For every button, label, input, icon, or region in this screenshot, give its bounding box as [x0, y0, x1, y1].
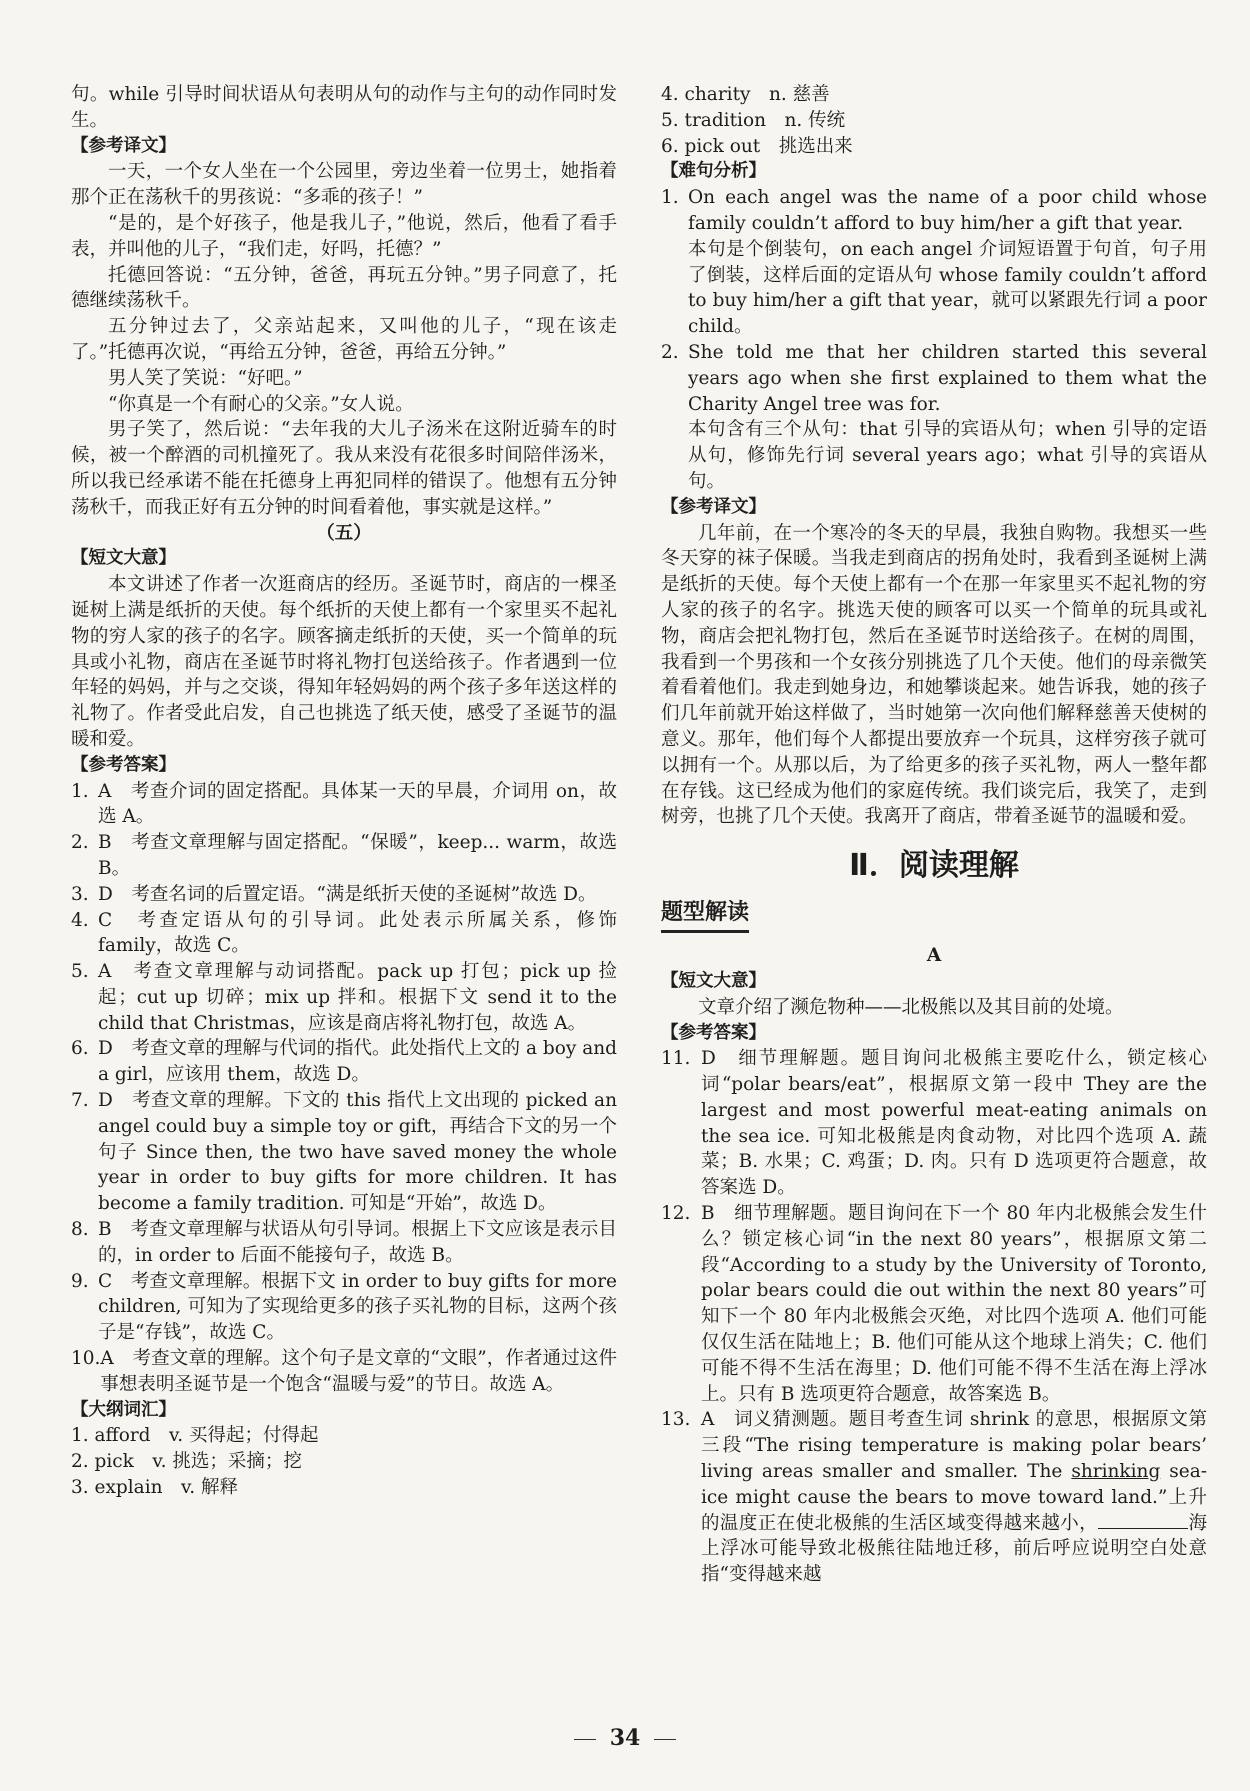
right-column [661, 82, 1207, 1588]
answer-item: 10. A 考查文章的理解。这个句子是文章的“文眼”，作者通过这件事想表明圣诞节是一个饱含“温暖与爱”的节日。故选 A。 [71, 1348, 617, 1395]
translation-paragraph: 托德回答说：“五分钟，爸爸，再玩五分钟。”男子同意了，托德继续荡秋千。 [71, 264, 617, 312]
left-column [71, 82, 617, 1501]
analysis-note: 本句是个倒装句，on each angel 介词短语置于句首，句子用了倒装，这样后面的定语从句 whose family couldn’t afford to buy him/her a gift that year，就可以紧跟先行词 a poor child。 [688, 238, 1207, 338]
answer-item: 1. A 考查介词的固定搭配。具体某一天的早晨，介词用 on，故选 A。 [71, 780, 617, 828]
part-five-heading: （五） [316, 522, 372, 544]
translation-paragraph: “你真是一个有耐心的父亲。”女人说。 [108, 393, 414, 415]
answer-item: 8. B 考查文章理解与状语从句引导词。根据上下文应该是表示目的，in order to 后面不能接句子，故选 B。 [71, 1219, 617, 1266]
answers-heading: 【参考答案】 [661, 1022, 766, 1043]
analysis-sentence: On each angel was the name of a poor child whose family couldn’t afford to buy him/her a gift that year. [688, 187, 1207, 234]
translation-paragraph: 男子笑了，然后说：“去年我的大儿子汤米在这附近骑车的时候，被一个醉酒的司机撞死了。我从来没有花很多时间陪伴汤米，所以我已经承诺不能在托德身上再犯同样的错误了。他想有五分钟荡秋千，而我正好有五分钟的时间看着他，事实就是这样。” [71, 419, 617, 518]
vocab-item: 6. pick out 挑选出来 [661, 135, 853, 157]
answer-item: 11. D 细节理解题。题目询问北极熊主要吃什么，锁定核心词“polar bears/eat”，根据原文第一段中 They are the largest and most powerful meat-eating animals on the sea ice. 可知北极熊是肉食动物，对比四个选项 A. 蔬菜；B. 水果；C. 鸡蛋；D. 肉。只有 D 选项更符合题意，故答案选 D。 [661, 1048, 1207, 1199]
answer-item: 12. B 细节理解题。题目询问在下一个 80 年内北极熊会发生什么？锁定核心词“in the next 80 years”，根据原文第二段“According to a study by the University of Toronto, polar bears could die out within the next 80 years”可知下一个 80 年内北极熊会灭绝，对比四个选项 A. 他们可能仅仅生活在陆地上；B. 他们可能从这个地球上消失；C. 他们可能不得不生活在海里；D. 他们可能不得不生活在海上浮冰上。只有 B 选项更符合题意，故答案选 B。 [661, 1203, 1207, 1405]
underlined-word: shrinking [1071, 1461, 1161, 1483]
translation-text: 几年前，在一个寒冷的冬天的早晨，我独自购物。我想买一些冬天穿的袜子保暖。当我走到商店的拐角处时，我看到圣诞树上满是纸折的天使。每个天使上都有一个在那一年家里买不起礼物的穷人家的孩子的名字。挑选天使的顾客可以买一个简单的玩具或礼物，商店会把礼物打包，然后在圣诞节时送给孩子。在树的周围，我看到一个男孩和一个女孩分别挑选了几个天使。他们的母亲微笑着看着他们。我走到她身边，和她攀谈起来。她告诉我，她的孩子们几年前就开始这样做了，当时她第一次向他们解释慈善天使树的意义。那年，他们每个人都提出要放弃一个玩具，这样穷孩子就可以拥有一个。从那以后，为了给更多的孩子买礼物，两人一整年都在存钱。这已经成为他们的家庭传统。我们谈完后，我笑了，走到树旁，也挑了几个天使。我离开了商店，带着圣诞节的温暖和爱。 [661, 522, 1207, 828]
translation-paragraph: “是的，是个好孩子，他是我儿子，”他说，然后，他看了看手表，并叫他的儿子，“我们走，好吗，托德？” [71, 212, 617, 260]
analysis-note: 本句含有三个从句：that 引导的宾语从句；when 引导的定语从句，修饰先行词 several years ago；what 引导的宾语从句。 [688, 419, 1207, 492]
vocab-item: 3. explain v. 解释 [71, 1477, 239, 1499]
vocab-item: 5. tradition n. 传统 [661, 109, 846, 131]
translation-paragraph: 五分钟过去了，父亲站起来，又叫他的儿子，“现在该走了。”托德再次说，“再给五分钟，爸爸，再给五分钟。” [71, 316, 617, 363]
answer-item: 4. C 考查定语从句的引导词。此处表示所属关系，修饰 family，故选 C。 [71, 909, 617, 957]
answer-item: 7. D 考查文章的理解。下文的 this 指代上文出现的 picked an angel could buy a simple toy or gift，再结合下文的另一个句子 Since then, the two have saved money the whole year in order to buy gifts for more children. It has become a family tradition. 可知是“开始”，故选 D。 [71, 1090, 617, 1215]
answer-item: 13. A 词义猜测题。题目考查生词 shrink 的意思，根据原文第三段“The rising temperature is making polar bears’ living areas smaller and smaller. The shrinking sea-ice might cause the bears to move toward land.”上升的温度正在使北极熊的生活区域变得越来越小， 海上浮冰可能导致北极熊往陆地迁移，前后呼应说明空白处意指“变得越来越 [661, 1409, 1208, 1586]
answer-blank [1098, 1528, 1188, 1529]
vocab-item: 1. afford v. 买得起；付得起 [71, 1425, 319, 1447]
answers-heading: 【参考答案】 [71, 754, 176, 775]
vocab-heading: 【大纲词汇】 [71, 1399, 176, 1420]
translation-heading: 【参考译文】 [71, 135, 176, 156]
translation-paragraph: 男人笑了笑说：“好吧。” [108, 367, 303, 389]
analysis-sentence: She told me that her children started this several years ago when she first explained to them what the Charity Angel tree was for. [688, 341, 1207, 415]
translation-heading: 【参考译文】 [661, 496, 766, 517]
continued-text: 句。while 引导时间状语从句表明从句的动作与主句的动作同时发生。 [71, 84, 617, 131]
summary-heading: 【短文大意】 [661, 970, 766, 991]
summary-text: 本文讲述了作者一次逛商店的经历。圣诞节时，商店的一棵圣诞树上满是纸折的天使。每个纸折的天使上都有一个家里买不起礼物的穷人家的孩子的名字。顾客摘走纸折的天使，买一个简单的玩具或小礼物，商店在圣诞节时将礼物打包送给孩子。作者遇到一位年轻的妈妈，并与之交谈，得知年轻妈妈的两个孩子多年送这样的礼物了。作者受此启发，自己也挑选了纸天使，感受了圣诞节的温暖和爱。 [71, 574, 617, 750]
summary-text: 文章介绍了濒危物种——北极熊以及其目前的处境。 [698, 996, 1124, 1018]
translation-paragraph: 一天，一个女人坐在一个公园里，旁边坐着一位男士，她指着那个正在荡秋千的男孩说：“多乖的孩子！” [71, 161, 617, 209]
page-number: 34 [0, 1725, 1250, 1751]
analysis-heading: 【难句分析】 [661, 161, 766, 182]
answer-item: 6. D 考查文章的理解与代词的指代。此处指代上文的 a boy and a girl，应该用 them，故选 D。 [71, 1038, 617, 1086]
vocab-item: 2. pick v. 挑选；采摘；挖 [71, 1451, 302, 1473]
answer-item: 5. A 考查文章理解与动词搭配。pack up 打包；pick up 捡起；cut up 切碎；mix up 拌和。根据下文 send it to the child that Christmas，应该是商店将礼物打包，故选 A。 [71, 961, 617, 1034]
passage-a-label: A [926, 945, 942, 967]
section-title: Ⅱ．阅读理解 [849, 848, 1019, 884]
answer-item: 3. D 考查名词的后置定语。“满是纸折天使的圣诞树”故选 D。 [71, 883, 597, 905]
answer-item: 2. B 考查文章理解与固定搭配。“保暖”，keep... warm，故选 B。 [71, 832, 617, 879]
vocab-item: 4. charity n. 慈善 [661, 84, 830, 105]
summary-heading: 【短文大意】 [71, 548, 176, 569]
answer-item: 9. C 考查文章理解。根据下文 in order to buy gifts for more children, 可知为了实现给更多的孩子买礼物的目标，这两个孩子是“存钱”，故选 C。 [71, 1270, 617, 1344]
analysis-item: 1. On each angel was the name of a poor child whose family couldn’t afford to buy him/her a gift that year. 本句是个倒装句，on each angel 介词短语置于句首，句子用了倒装，这样后面的定语从句 whose family couldn’t afford to buy him/her a gift that year，就可以紧跟先行词 a poor child。 [661, 187, 1207, 338]
analysis-item: 2. She told me that her children started this several years ago when she first explained to them what the Charity Angel tree was for. 本句含有三个从句：that 引导的宾语从句；when 引导的定语从句，修饰先行词 several years ago；what 引导的宾语从句。 [661, 341, 1207, 492]
subsection-title: 题型解读 [661, 896, 749, 933]
